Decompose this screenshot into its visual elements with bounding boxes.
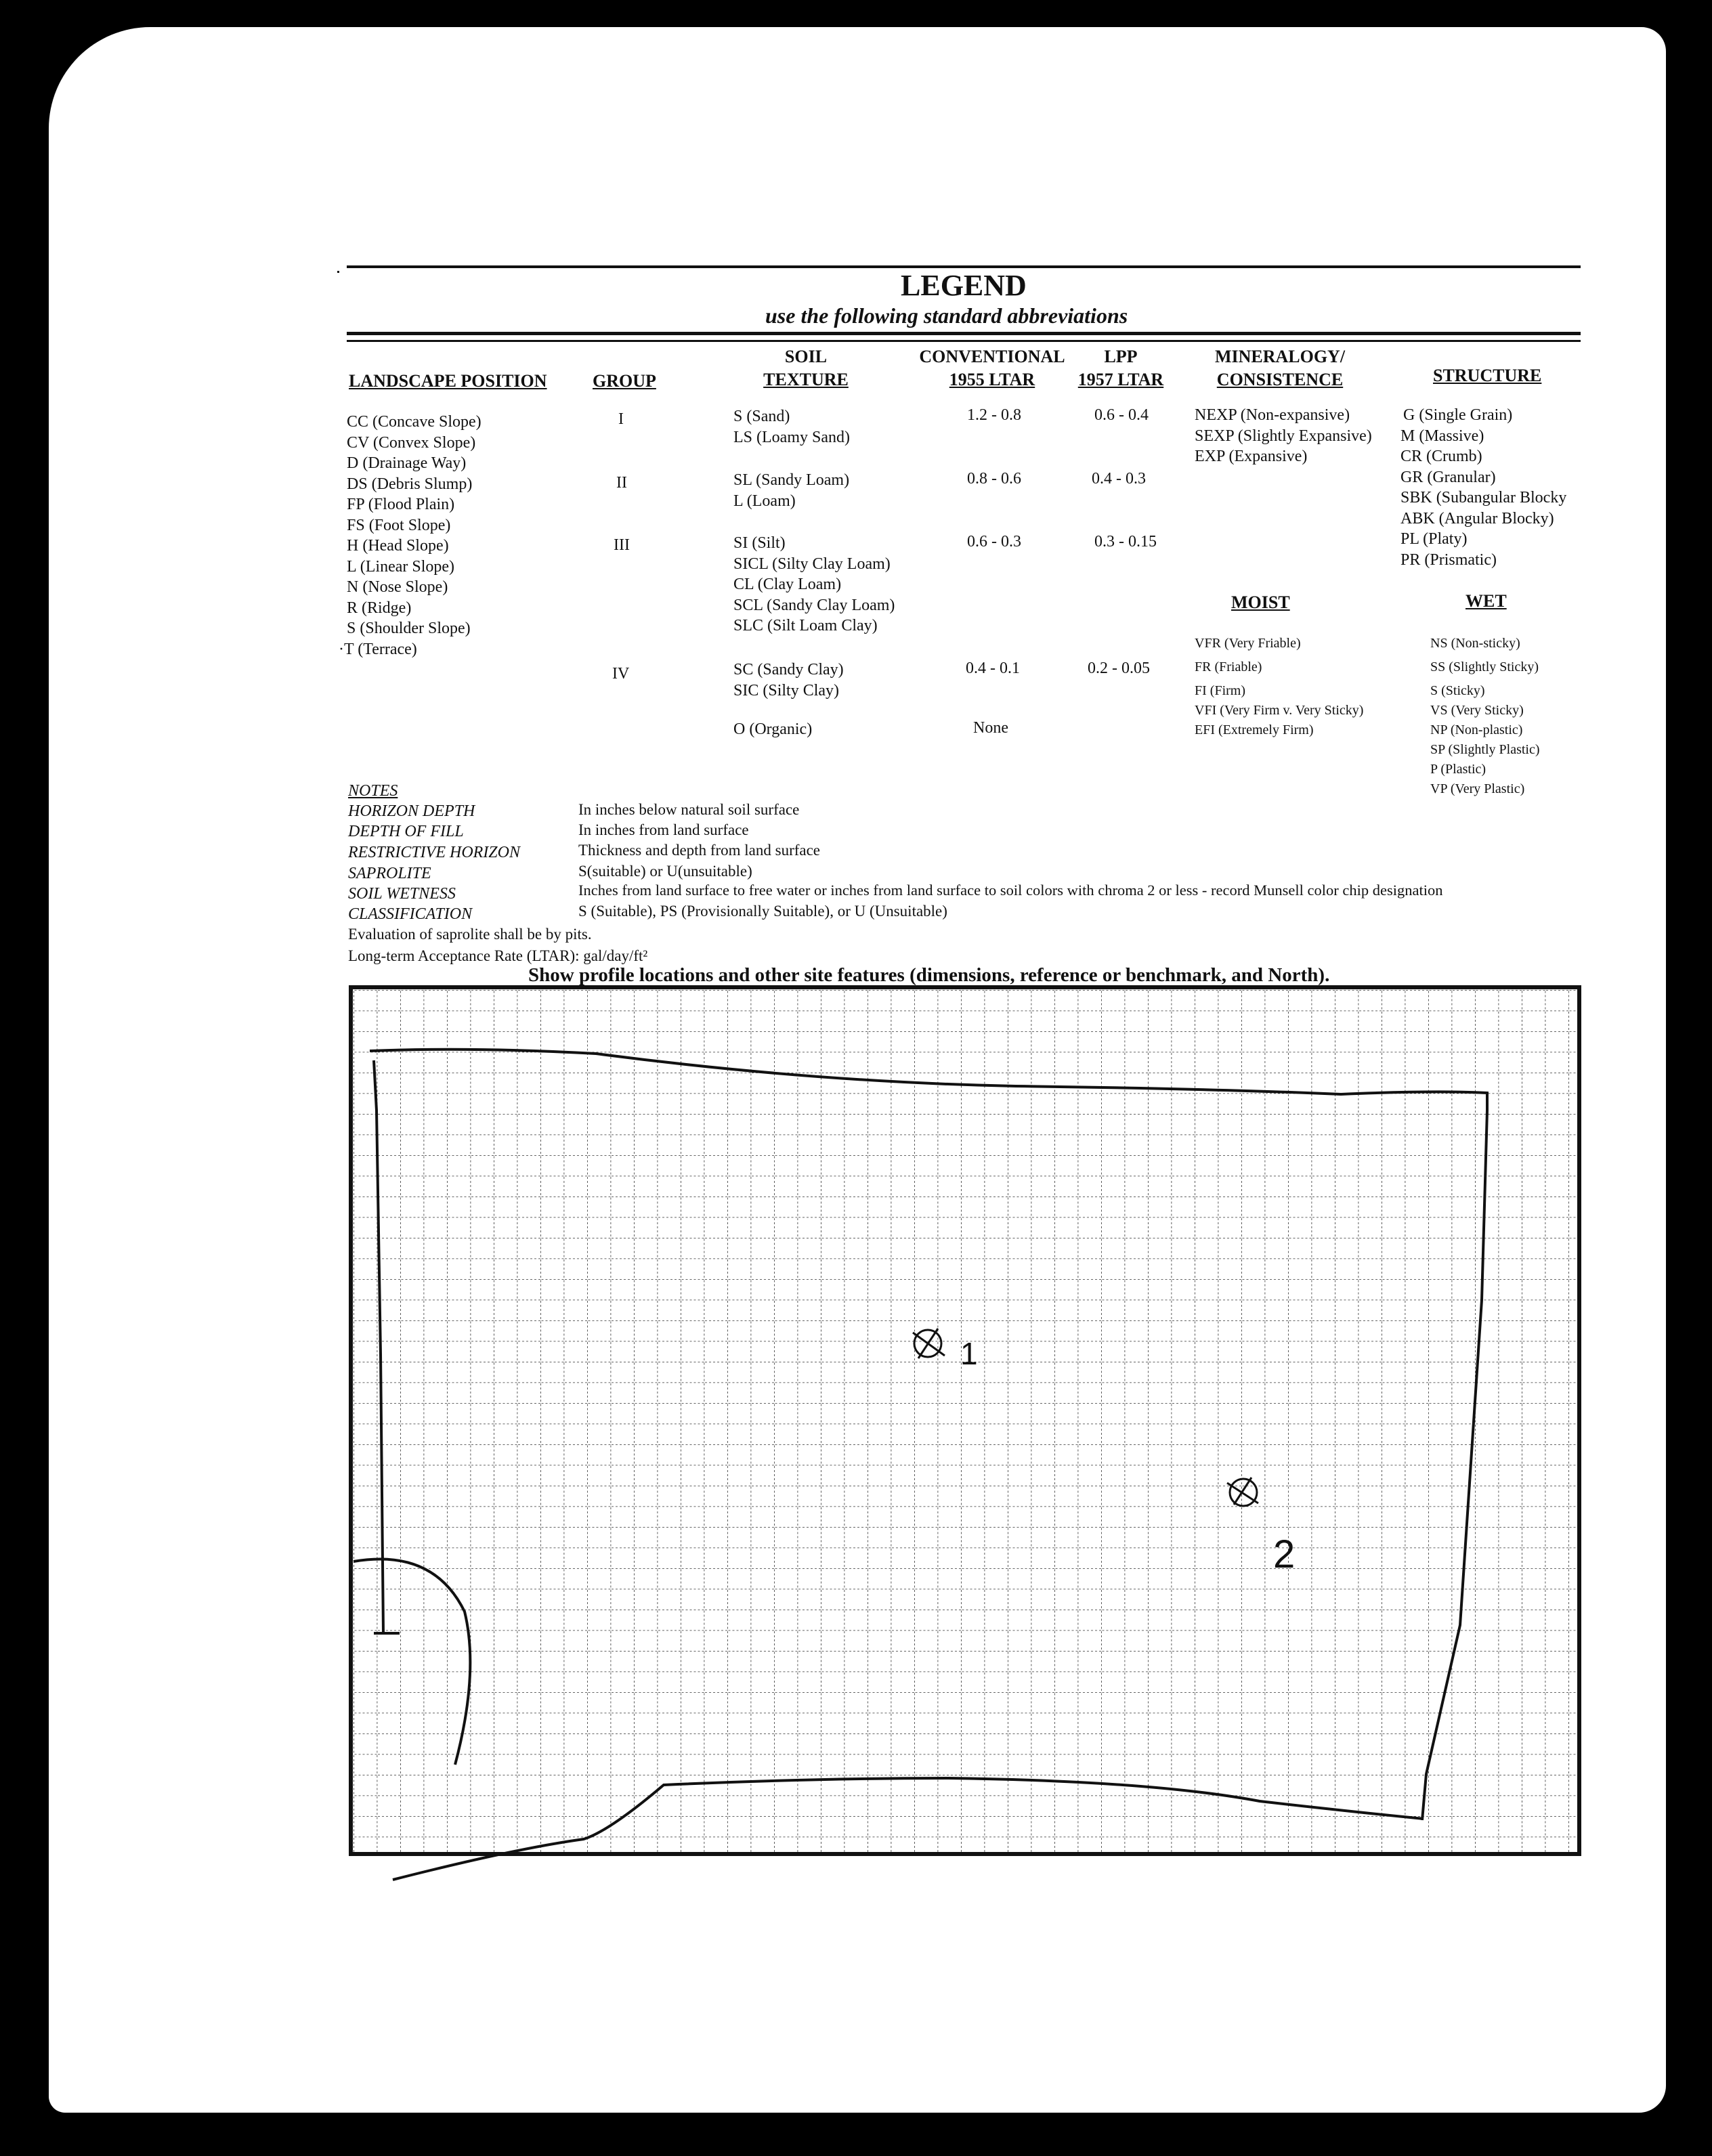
header-group: GROUP: [593, 371, 656, 391]
header-conventional-top: CONVENTIONAL: [919, 347, 1065, 366]
structure-item: PR (Prismatic): [1400, 551, 1497, 569]
texture-item: SI (Silt): [733, 534, 786, 552]
note-desc: S(suitable) or U(unsuitable): [578, 863, 752, 880]
landscape-item: ·T (Terrace): [339, 640, 417, 658]
texture-item: SCL (Sandy Clay Loam): [733, 596, 895, 614]
note-desc: S (Suitable), PS (Provisionally Suitable), or U (Unsuitable): [578, 903, 947, 920]
landscape-item: S (Shoulder Slope): [347, 620, 471, 637]
lpp-rate: 0.2 - 0.05: [1088, 660, 1150, 677]
header-lpp-bottom: 1957 LTAR: [1077, 370, 1164, 389]
moist-item: FI (Firm): [1195, 683, 1245, 698]
landscape-item: D (Drainage Way): [347, 454, 467, 472]
header-soil-top: SOIL: [784, 347, 828, 366]
header-wet: WET: [1465, 591, 1507, 611]
legend-subtitle: use the following standard abbreviations: [765, 303, 1128, 328]
wet-item: NP (Non-plastic): [1430, 723, 1523, 737]
note-term: RESTRICTIVE HORIZON: [348, 844, 520, 861]
note-term: CLASSIFICATION: [348, 905, 473, 923]
conventional-rate: 1.2 - 0.8: [967, 406, 1021, 424]
notes-heading: NOTES: [348, 782, 398, 800]
ltar-note: Long-term Acceptance Rate (LTAR): gal/day/ft²: [348, 947, 648, 964]
texture-item: SIC (Silty Clay): [733, 681, 840, 699]
group-label: II: [616, 474, 627, 492]
structure-item: PL (Platy): [1400, 530, 1468, 548]
profile-label: 1: [960, 1336, 978, 1371]
landscape-item: H (Head Slope): [347, 537, 449, 555]
moist-item: EFI (Extremely Firm): [1195, 723, 1314, 737]
header-structure: STRUCTURE: [1433, 366, 1542, 385]
moist-item: FR (Friable): [1195, 660, 1262, 674]
landscape-item: FP (Flood Plain): [347, 496, 455, 513]
moist-item: VFI (Very Firm v. Very Sticky): [1195, 703, 1364, 718]
note-term: SOIL WETNESS: [348, 885, 456, 903]
texture-item: S (Sand): [733, 408, 790, 425]
texture-item: LS (Loamy Sand): [733, 428, 850, 446]
conventional-rate: 0.8 - 0.6: [967, 470, 1021, 488]
landscape-item: FS (Foot Slope): [347, 516, 451, 534]
mineralogy-item: EXP (Expansive): [1195, 448, 1308, 465]
header-soil-bottom: TEXTURE: [763, 370, 849, 389]
header-conventional-bottom: 1955 LTAR: [949, 370, 1035, 389]
saprolite-note: Evaluation of saprolite shall be by pits.: [348, 926, 592, 943]
sketch-grid[interactable]: [354, 990, 1577, 1853]
texture-item: SC (Sandy Clay): [733, 661, 844, 678]
landscape-item: R (Ridge): [347, 599, 412, 617]
texture-item: SICL (Silty Clay Loam): [733, 555, 891, 573]
structure-item: GR (Granular): [1400, 468, 1496, 486]
structure-item: CR (Crumb): [1400, 448, 1482, 465]
note-desc: In inches from land surface: [578, 821, 749, 838]
wet-item: NS (Non-sticky): [1430, 636, 1520, 651]
conventional-rate: 0.4 - 0.1: [966, 660, 1020, 677]
header-moist: MOIST: [1231, 592, 1290, 612]
header-landscape: LANDSCAPE POSITION: [349, 371, 547, 391]
note-term: SAPROLITE: [348, 865, 431, 882]
note-desc: Inches from land surface to free water or inches from land surface to soil colors with chroma 2 or less - record Munsell color chip designation: [578, 882, 1443, 899]
note-term: HORIZON DEPTH: [348, 802, 475, 820]
conventional-rate: None: [973, 719, 1008, 737]
note-desc: In inches below natural soil surface: [578, 801, 800, 818]
mineralogy-item: SEXP (Slightly Expansive): [1195, 427, 1372, 445]
header-mineralogy-top: MINERALOGY/: [1214, 347, 1346, 366]
structure-item: SBK (Subangular Blocky: [1400, 489, 1567, 506]
texture-item: CL (Clay Loam): [733, 576, 842, 593]
structure-item: G (Single Grain): [1403, 406, 1513, 424]
legend-title: LEGEND: [901, 269, 1027, 302]
header-mineralogy-bottom: CONSISTENCE: [1216, 370, 1344, 389]
note-desc: Thickness and depth from land surface: [578, 842, 821, 859]
landscape-item: L (Linear Slope): [347, 557, 455, 576]
group-label: I: [618, 410, 624, 428]
wet-item: VP (Very Plastic): [1430, 781, 1525, 796]
lpp-rate: 0.3 - 0.15: [1094, 533, 1157, 551]
moist-item: VFR (Very Friable): [1195, 636, 1301, 651]
texture-item: O (Organic): [733, 720, 813, 738]
landscape-item: N (Nose Slope): [347, 578, 448, 596]
texture-item: SL (Sandy Loam): [733, 471, 850, 489]
wet-item: SS (Slightly Sticky): [1430, 660, 1539, 674]
lpp-rate: 0.6 - 0.4: [1094, 406, 1149, 424]
group-label: IV: [612, 665, 630, 683]
structure-item: M (Massive): [1400, 427, 1484, 445]
wet-item: P (Plastic): [1430, 762, 1486, 777]
wet-item: S (Sticky): [1430, 683, 1485, 698]
note-term: DEPTH OF FILL: [348, 823, 464, 840]
wet-item: VS (Very Sticky): [1430, 703, 1524, 718]
conventional-rate: 0.6 - 0.3: [967, 533, 1021, 551]
mineralogy-item: NEXP (Non-expansive): [1195, 406, 1350, 424]
texture-item: L (Loam): [733, 492, 796, 510]
landscape-item: CV (Convex Slope): [347, 433, 476, 452]
structure-item: ABK (Angular Blocky): [1400, 509, 1554, 527]
lpp-rate: 0.4 - 0.3: [1092, 470, 1146, 488]
landscape-item: DS (Debris Slump): [347, 475, 473, 493]
texture-item: SLC (Silt Loam Clay): [733, 617, 878, 634]
sketch-instruction: Show profile locations and other site features (dimensions, reference or benchmark, and North).: [528, 964, 1330, 986]
group-label: III: [614, 536, 630, 554]
landscape-item: CC (Concave Slope): [347, 413, 481, 431]
profile-label: 2: [1273, 1532, 1296, 1576]
wet-item: SP (Slightly Plastic): [1430, 742, 1540, 757]
header-lpp-top: LPP: [1104, 347, 1138, 366]
